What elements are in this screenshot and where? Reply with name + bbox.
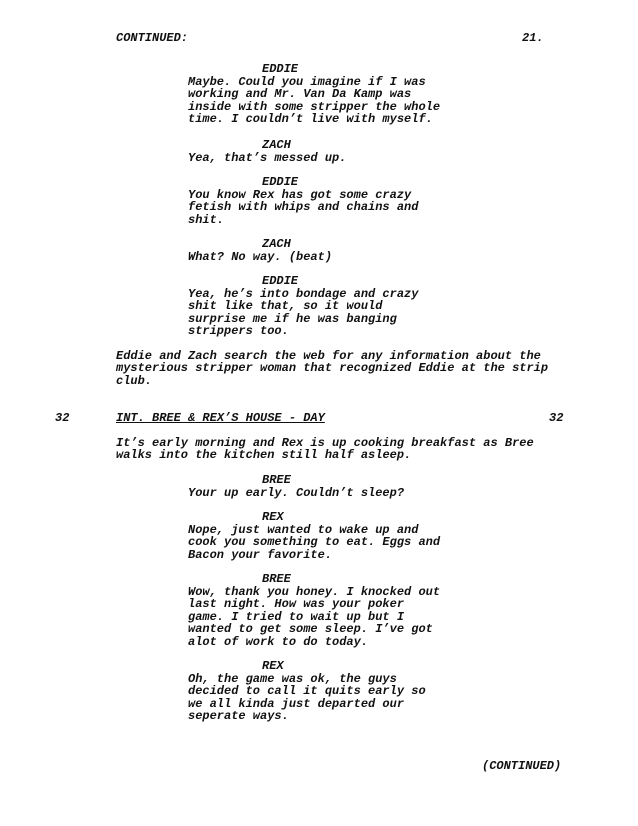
character-cue: BREE [262,572,291,586]
footer-continued: (CONTINUED) [482,759,562,773]
page-number: 21. [522,31,544,45]
action-line: It’s early morning and Rex is up cooking breakfast as Bree walks into the kitchen still half asleep. [116,436,534,463]
scene-number-right: 32 [549,411,564,425]
character-cue: REX [262,510,284,524]
dialogue: You know Rex has got some crazy fetish with whips and chains and shit. [188,188,419,227]
dialogue: Maybe. Could you imagine if I was working and Mr. Van Da Kamp was inside with some stripper the whole time. I couldn’t live with myself. [188,75,441,127]
scene-number-left: 32 [55,411,70,425]
character-cue: ZACH [262,237,291,251]
dialogue: Oh, the game was ok, the guys decided to call it quits early so we all kinda just departed our seperate ways. [188,672,426,724]
dialogue: Your up early. Couldn’t sleep? [188,486,405,500]
character-cue: ZACH [262,138,291,152]
scene-heading: INT. BREE & REX’S HOUSE - DAY [116,411,325,425]
dialogue: Yea, he’s into bondage and crazy shit like that, so it would surprise me if he was banging strippers too. [188,287,419,339]
header-continued: CONTINUED: [116,31,189,45]
dialogue: What? No way. (beat) [188,250,333,264]
dialogue: Yea, that’s messed up. [188,151,347,165]
character-cue: EDDIE [262,62,299,76]
character-cue: EDDIE [262,274,299,288]
character-cue: REX [262,659,284,673]
action-line: Eddie and Zach search the web for any information about the mysterious stripper woman that recognized Eddie at the strip club. [116,349,549,388]
character-cue: EDDIE [262,175,299,189]
character-cue: BREE [262,473,291,487]
dialogue: Nope, just wanted to wake up and cook you something to eat. Eggs and Bacon your favorite. [188,523,441,562]
dialogue: Wow, thank you honey. I knocked out last night. How was your poker game. I tried to wait up but I wanted to get some sleep. I’ve got alot of work to do today. [188,585,441,649]
